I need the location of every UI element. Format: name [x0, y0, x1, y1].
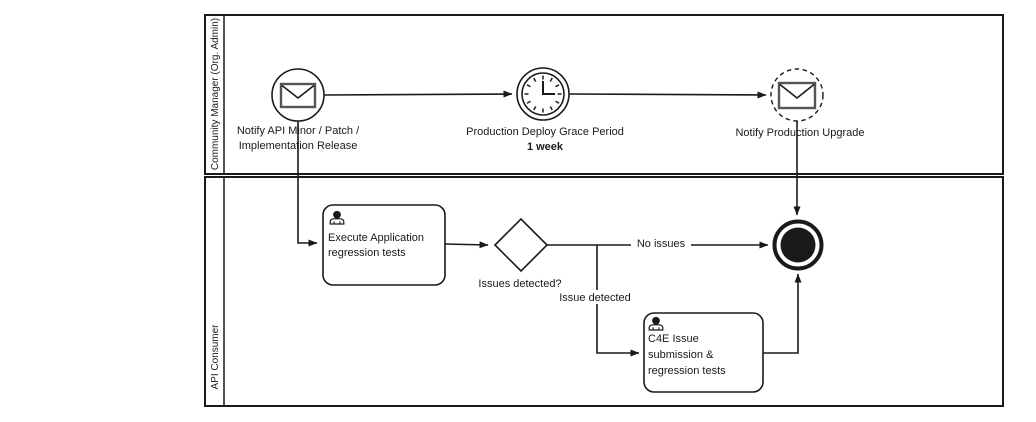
task-c4e-issue — [644, 313, 763, 392]
task-c4e-label-line2: submission & — [648, 349, 714, 361]
flow-label-issue-detected — [555, 290, 635, 304]
pool-consumer-label: API Consumer — [210, 324, 221, 390]
timer-event-label-line2: 1 week — [526, 141, 564, 153]
message-envelope-icon — [281, 84, 315, 107]
task-execute-regression — [323, 205, 445, 285]
start-event-label-line2: Implementation Release — [238, 140, 358, 152]
pool-community-label: Community Manager (Org. Admin) — [210, 17, 221, 171]
flow-timer-to-upgrade — [569, 94, 766, 95]
gateway-label: Issues detected? — [478, 278, 562, 290]
message-envelope-icon — [779, 83, 815, 108]
flow-label-no-issues — [631, 236, 691, 250]
timer-event-label-line1: Production Deploy Grace Period — [466, 126, 624, 138]
flow-start-to-timer — [324, 94, 512, 95]
task-c4e-label-line3: regression tests — [648, 365, 726, 377]
task-execute-label-line2: regression tests — [328, 247, 406, 259]
svg-text:No issues: No issues — [636, 238, 686, 250]
task-c4e-label-line1: C4E Issue — [648, 333, 699, 345]
svg-text:Issue detected: Issue detected — [559, 292, 631, 304]
start-event-label-line1: Notify API Minor / Patch / — [236, 125, 360, 137]
task-execute-label-line1: Execute Application — [328, 232, 425, 244]
end-event-terminate-disc — [781, 228, 816, 263]
upgrade-event-label: Notify Production Upgrade — [735, 127, 865, 139]
task-execute-box — [323, 205, 445, 285]
flow-task-to-gateway — [445, 244, 488, 245]
terminate-end-event — [775, 222, 822, 269]
